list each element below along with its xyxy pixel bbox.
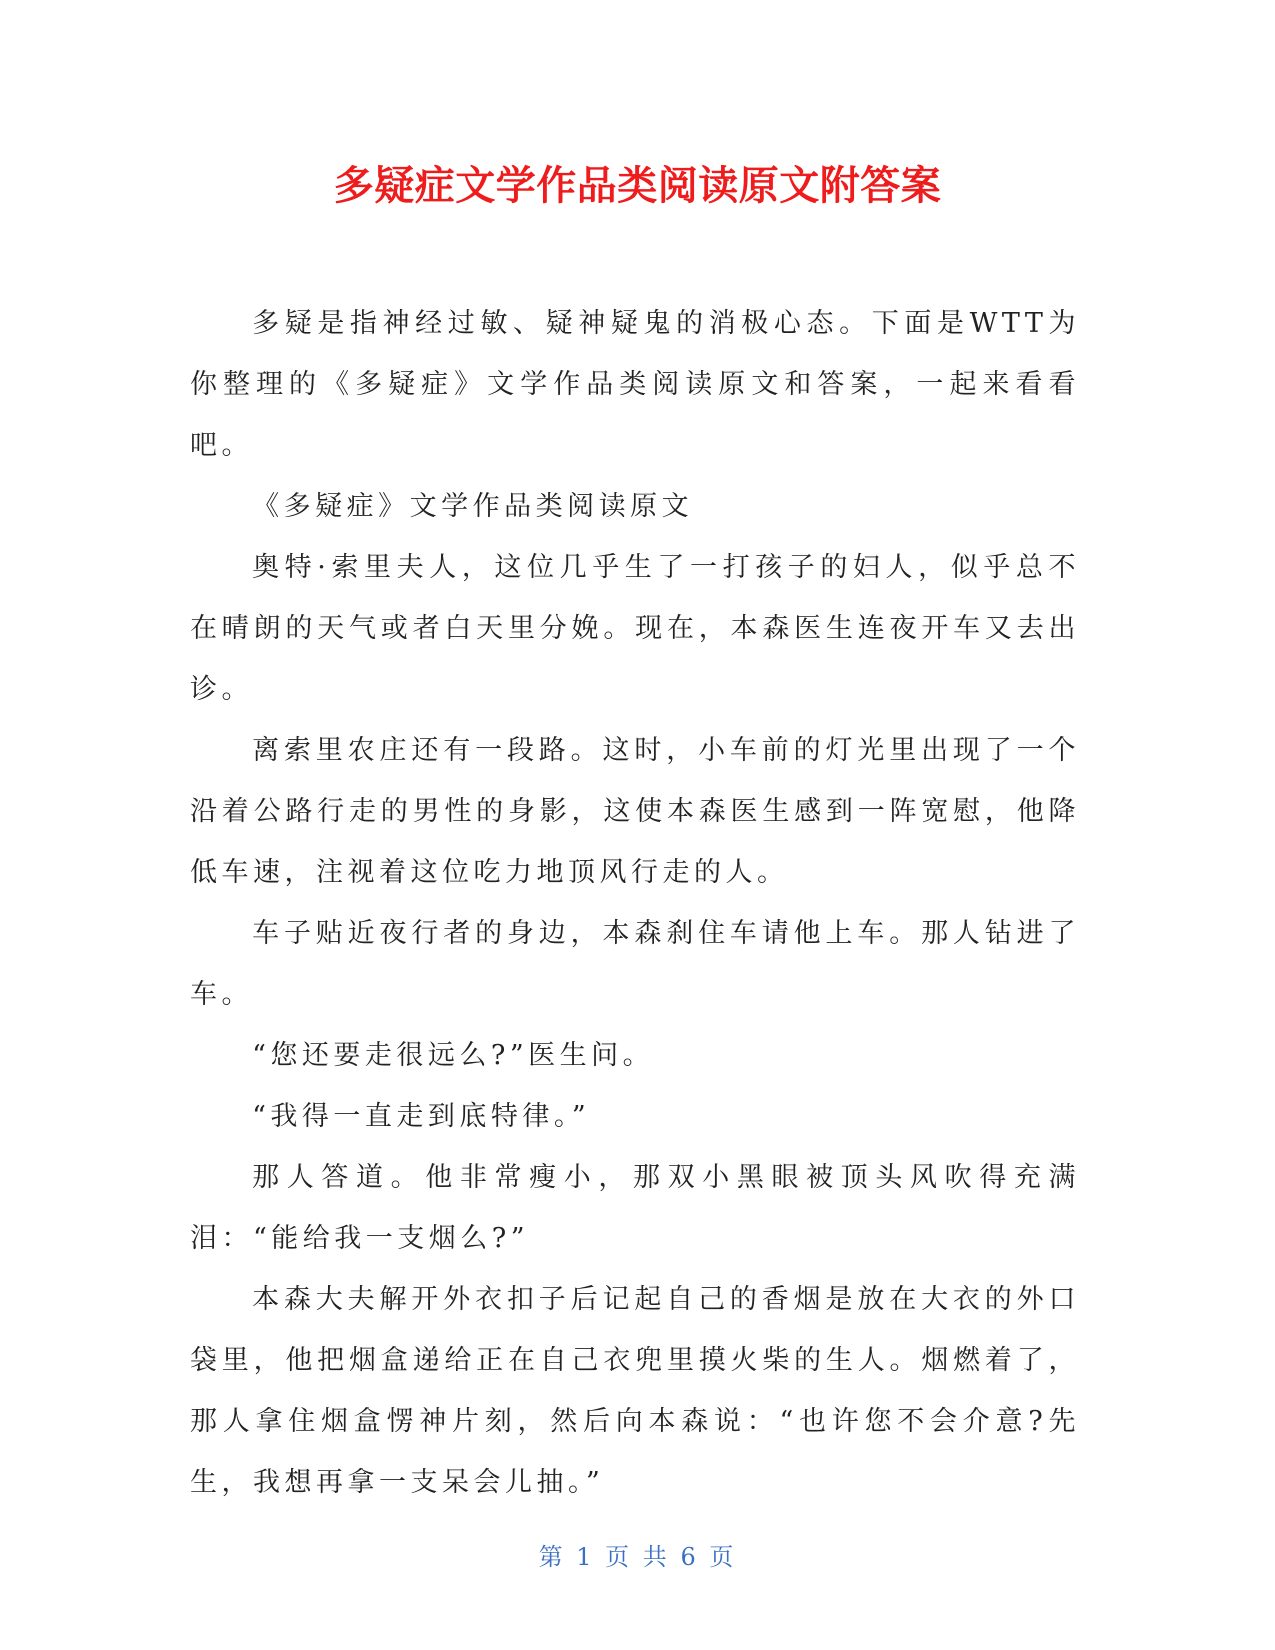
paragraph-intro: 多疑是指神经过敏、疑神疑鬼的消极心态。下面是WTT为你整理的《多疑症》文学作品类阅读原文和答案，一起来看看吧。 <box>190 308 1080 461</box>
page-number-footer <box>0 1542 1275 1572</box>
paragraph-dialogue: “我得一直走到底特律。” <box>252 1101 591 1132</box>
paragraph: 奥特·索里夫人，这位几乎生了一打孩子的妇人，似乎总不在晴朗的天气或者白天里分娩。现在，本森医生连夜开车又去出诊。 <box>190 552 1080 705</box>
paragraph: 离索里农庄还有一段路。这时，小车前的灯光里出现了一个沿着公路行走的男性的身影，这使本森医生感到一阵宽慰，他降低车速，注视着这位吃力地顶风行走的人。 <box>190 735 1080 888</box>
page-label-mid: 页 共 <box>605 1543 670 1571</box>
total-pages-number: 6 <box>680 1543 699 1571</box>
paragraph: 车子贴近夜行者的身边，本森刹住车请他上车。那人钻进了车。 <box>190 918 1080 1010</box>
paragraph-section-heading: 《多疑症》文学作品类阅读原文 <box>252 491 694 522</box>
document-body <box>190 293 1080 1513</box>
paragraph-dialogue: “您还要走很远么?”医生问。 <box>252 1040 655 1071</box>
page-label-prefix: 第 <box>538 1543 566 1571</box>
document-title: 多疑症文学作品类阅读原文附答案 <box>333 163 942 209</box>
current-page-number: 1 <box>576 1543 595 1571</box>
paragraph: 本森大夫解开外衣扣子后记起自己的香烟是放在大衣的外口袋里，他把烟盒递给正在自己衣兜里摸火柴的生人。烟燃着了，那人拿住烟盒愣神片刻，然后向本森说：“也许您不会介意?先生，我想再拿一支呆会儿抽。” <box>190 1284 1080 1498</box>
page-label-suffix: 页 <box>709 1543 737 1571</box>
paragraph: 那人答道。他非常瘦小，那双小黑眼被顶头风吹得充满泪：“能给我一支烟么?” <box>190 1162 1080 1254</box>
